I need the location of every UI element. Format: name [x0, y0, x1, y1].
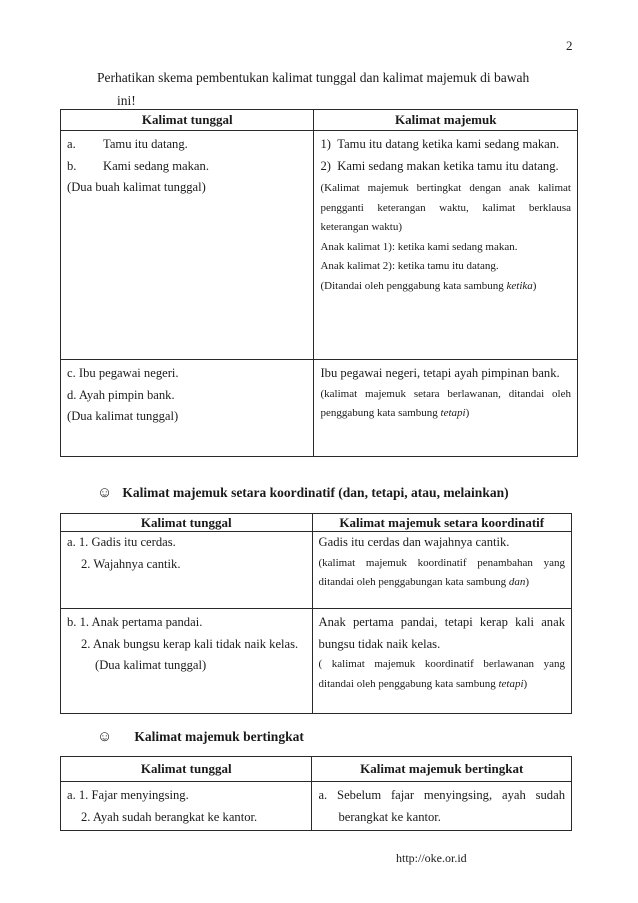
- cell-note: (Dua buah kalimat tunggal): [67, 180, 206, 194]
- table-cell: [314, 360, 578, 457]
- cell-note: [319, 655, 565, 694]
- section-title-text: Kalimat majemuk bertingkat: [134, 729, 304, 744]
- intro-line-2: ini!: [117, 93, 136, 108]
- page-number: 2: [566, 38, 573, 53]
- table-header-row: [61, 757, 572, 782]
- cell-content: [312, 782, 571, 830]
- list-item: d. Ayah pimpin bank.: [67, 387, 175, 402]
- list-item: 2. Wajahnya cantik.: [81, 556, 181, 571]
- table-header: Kalimat tunggal: [61, 110, 314, 131]
- table-header-row: [61, 110, 578, 131]
- table-header: Kalimat majemuk setara koordinatif: [312, 514, 571, 532]
- cell-content: [313, 609, 571, 696]
- table-bertingkat: [60, 756, 572, 831]
- list-marker: b.: [67, 158, 77, 173]
- note-text: ( kalimat majemuk koordinatif berlawanan yang ditandai oleh penggabung kata sambung: [318, 658, 565, 690]
- cell-note: Anak kalimat 1): ketika kami sedang makan.: [320, 240, 518, 253]
- cell-content: [61, 131, 313, 201]
- cell-note: (Dua kalimat tunggal): [67, 409, 179, 423]
- table-tunggal-majemuk: [60, 109, 578, 457]
- cell-content: [61, 360, 313, 430]
- table-cell: [312, 532, 571, 609]
- sentence-text: a. Sebelum fajar menyingsing, ayah sudah berangkat ke kantor.: [318, 788, 565, 824]
- list-item: [320, 156, 571, 178]
- cell-content: [314, 131, 577, 298]
- list-item-text: Kami sedang makan.: [103, 158, 209, 173]
- table-header: Kalimat tunggal: [61, 514, 313, 532]
- list-item: 2. Ayah sudah berangkat ke kantor.: [81, 809, 258, 824]
- smiley-icon: ☺: [97, 485, 113, 501]
- note-emphasis: tetapi: [440, 407, 466, 419]
- cell-note: (Dua kalimat tunggal): [95, 658, 207, 672]
- table-cell: [312, 782, 572, 831]
- section-title-text: Kalimat majemuk setara koordinatif (dan, tetapi, atau, melainkan): [122, 485, 509, 500]
- cell-content: [313, 532, 571, 595]
- table-row: [61, 609, 572, 714]
- list-item: [67, 156, 307, 178]
- note-emphasis: ketika: [506, 279, 533, 292]
- list-item: c. Ibu pegawai negeri.: [67, 366, 179, 380]
- cell-note: [320, 277, 571, 297]
- table-row: [61, 782, 572, 831]
- table-cell: [61, 532, 313, 609]
- sentence-text: Ibu pegawai negeri, tetapi ayah pimpinan bank.: [320, 366, 560, 380]
- list-item: [67, 134, 307, 156]
- note-text: ): [465, 407, 470, 419]
- table-cell: [61, 782, 312, 831]
- list-marker: 1): [320, 137, 331, 151]
- table-cell: [312, 609, 571, 714]
- sentence-text: Gadis itu cerdas dan wajahnya cantik.: [318, 535, 510, 549]
- sentence-text: Anak pertama pandai, tetapi kerap kali anak bungsu tidak naik kelas.: [318, 615, 565, 651]
- intro-paragraph: [97, 66, 582, 112]
- list-item-text: Tamu itu datang.: [103, 137, 188, 151]
- table-cell: [314, 131, 578, 360]
- table-header: Kalimat tunggal: [61, 757, 312, 782]
- cell-content: [61, 532, 312, 577]
- cell-content: [61, 782, 311, 830]
- section-title-koordinatif: [97, 485, 509, 502]
- smiley-icon: ☺: [97, 729, 113, 745]
- cell-note: Anak kalimat 2): ketika tamu itu datang.: [320, 260, 499, 272]
- list-item: [320, 134, 571, 156]
- list-marker: 2): [320, 158, 331, 173]
- list-item: a. 1. Fajar menyingsing.: [67, 788, 189, 802]
- note-text: ): [525, 576, 529, 588]
- table-row: [61, 131, 578, 360]
- list-item-text: Tamu itu datang ketika kami sedang makan.: [337, 137, 560, 151]
- table-header-row: [61, 514, 572, 532]
- table-cell: [61, 360, 314, 457]
- table-header: Kalimat majemuk: [314, 110, 578, 131]
- list-item-text: Kami sedang makan ketika tamu itu datang.: [337, 158, 559, 173]
- note-text: (Ditandai oleh penggabung kata sambung: [320, 279, 507, 292]
- list-item: 2. Anak bungsu kerap kali tidak naik kelas.: [81, 636, 299, 651]
- cell-note: (Kalimat majemuk bertingkat dengan anak kalimat pengganti keterangan waktu, kalimat berklausa keterangan waktu): [320, 182, 571, 233]
- note-text: (kalimat majemuk koordinatif penambahan yang ditandai oleh penggabungan kata sambung: [318, 556, 565, 588]
- footer-url: http://oke.or.id: [396, 851, 467, 865]
- note-emphasis: tetapi: [498, 677, 524, 690]
- list-item: b. 1. Anak pertama pandai.: [67, 615, 203, 629]
- note-emphasis: dan: [508, 576, 526, 588]
- cell-note: [319, 554, 565, 593]
- table-cell: [61, 131, 314, 360]
- table-header: Kalimat majemuk bertingkat: [312, 757, 572, 782]
- table-row: [61, 532, 572, 609]
- cell-content: [61, 609, 312, 679]
- note-text: ): [532, 279, 537, 292]
- cell-note: [320, 385, 571, 424]
- list-item: a. 1. Gadis itu cerdas.: [67, 535, 176, 549]
- table-setara-koordinatif: [60, 513, 572, 714]
- note-text: ): [523, 677, 528, 690]
- note-text: (kalimat majemuk setara berlawanan, ditandai oleh penggabung kata sambung: [320, 387, 571, 419]
- section-title-bertingkat: [97, 729, 304, 746]
- table-cell: [61, 609, 313, 714]
- intro-line-1: Perhatikan skema pembentukan kalimat tunggal dan kalimat majemuk di bawah: [97, 70, 530, 85]
- cell-content: [314, 360, 577, 426]
- list-marker: a.: [67, 137, 76, 151]
- table-row: [61, 360, 578, 457]
